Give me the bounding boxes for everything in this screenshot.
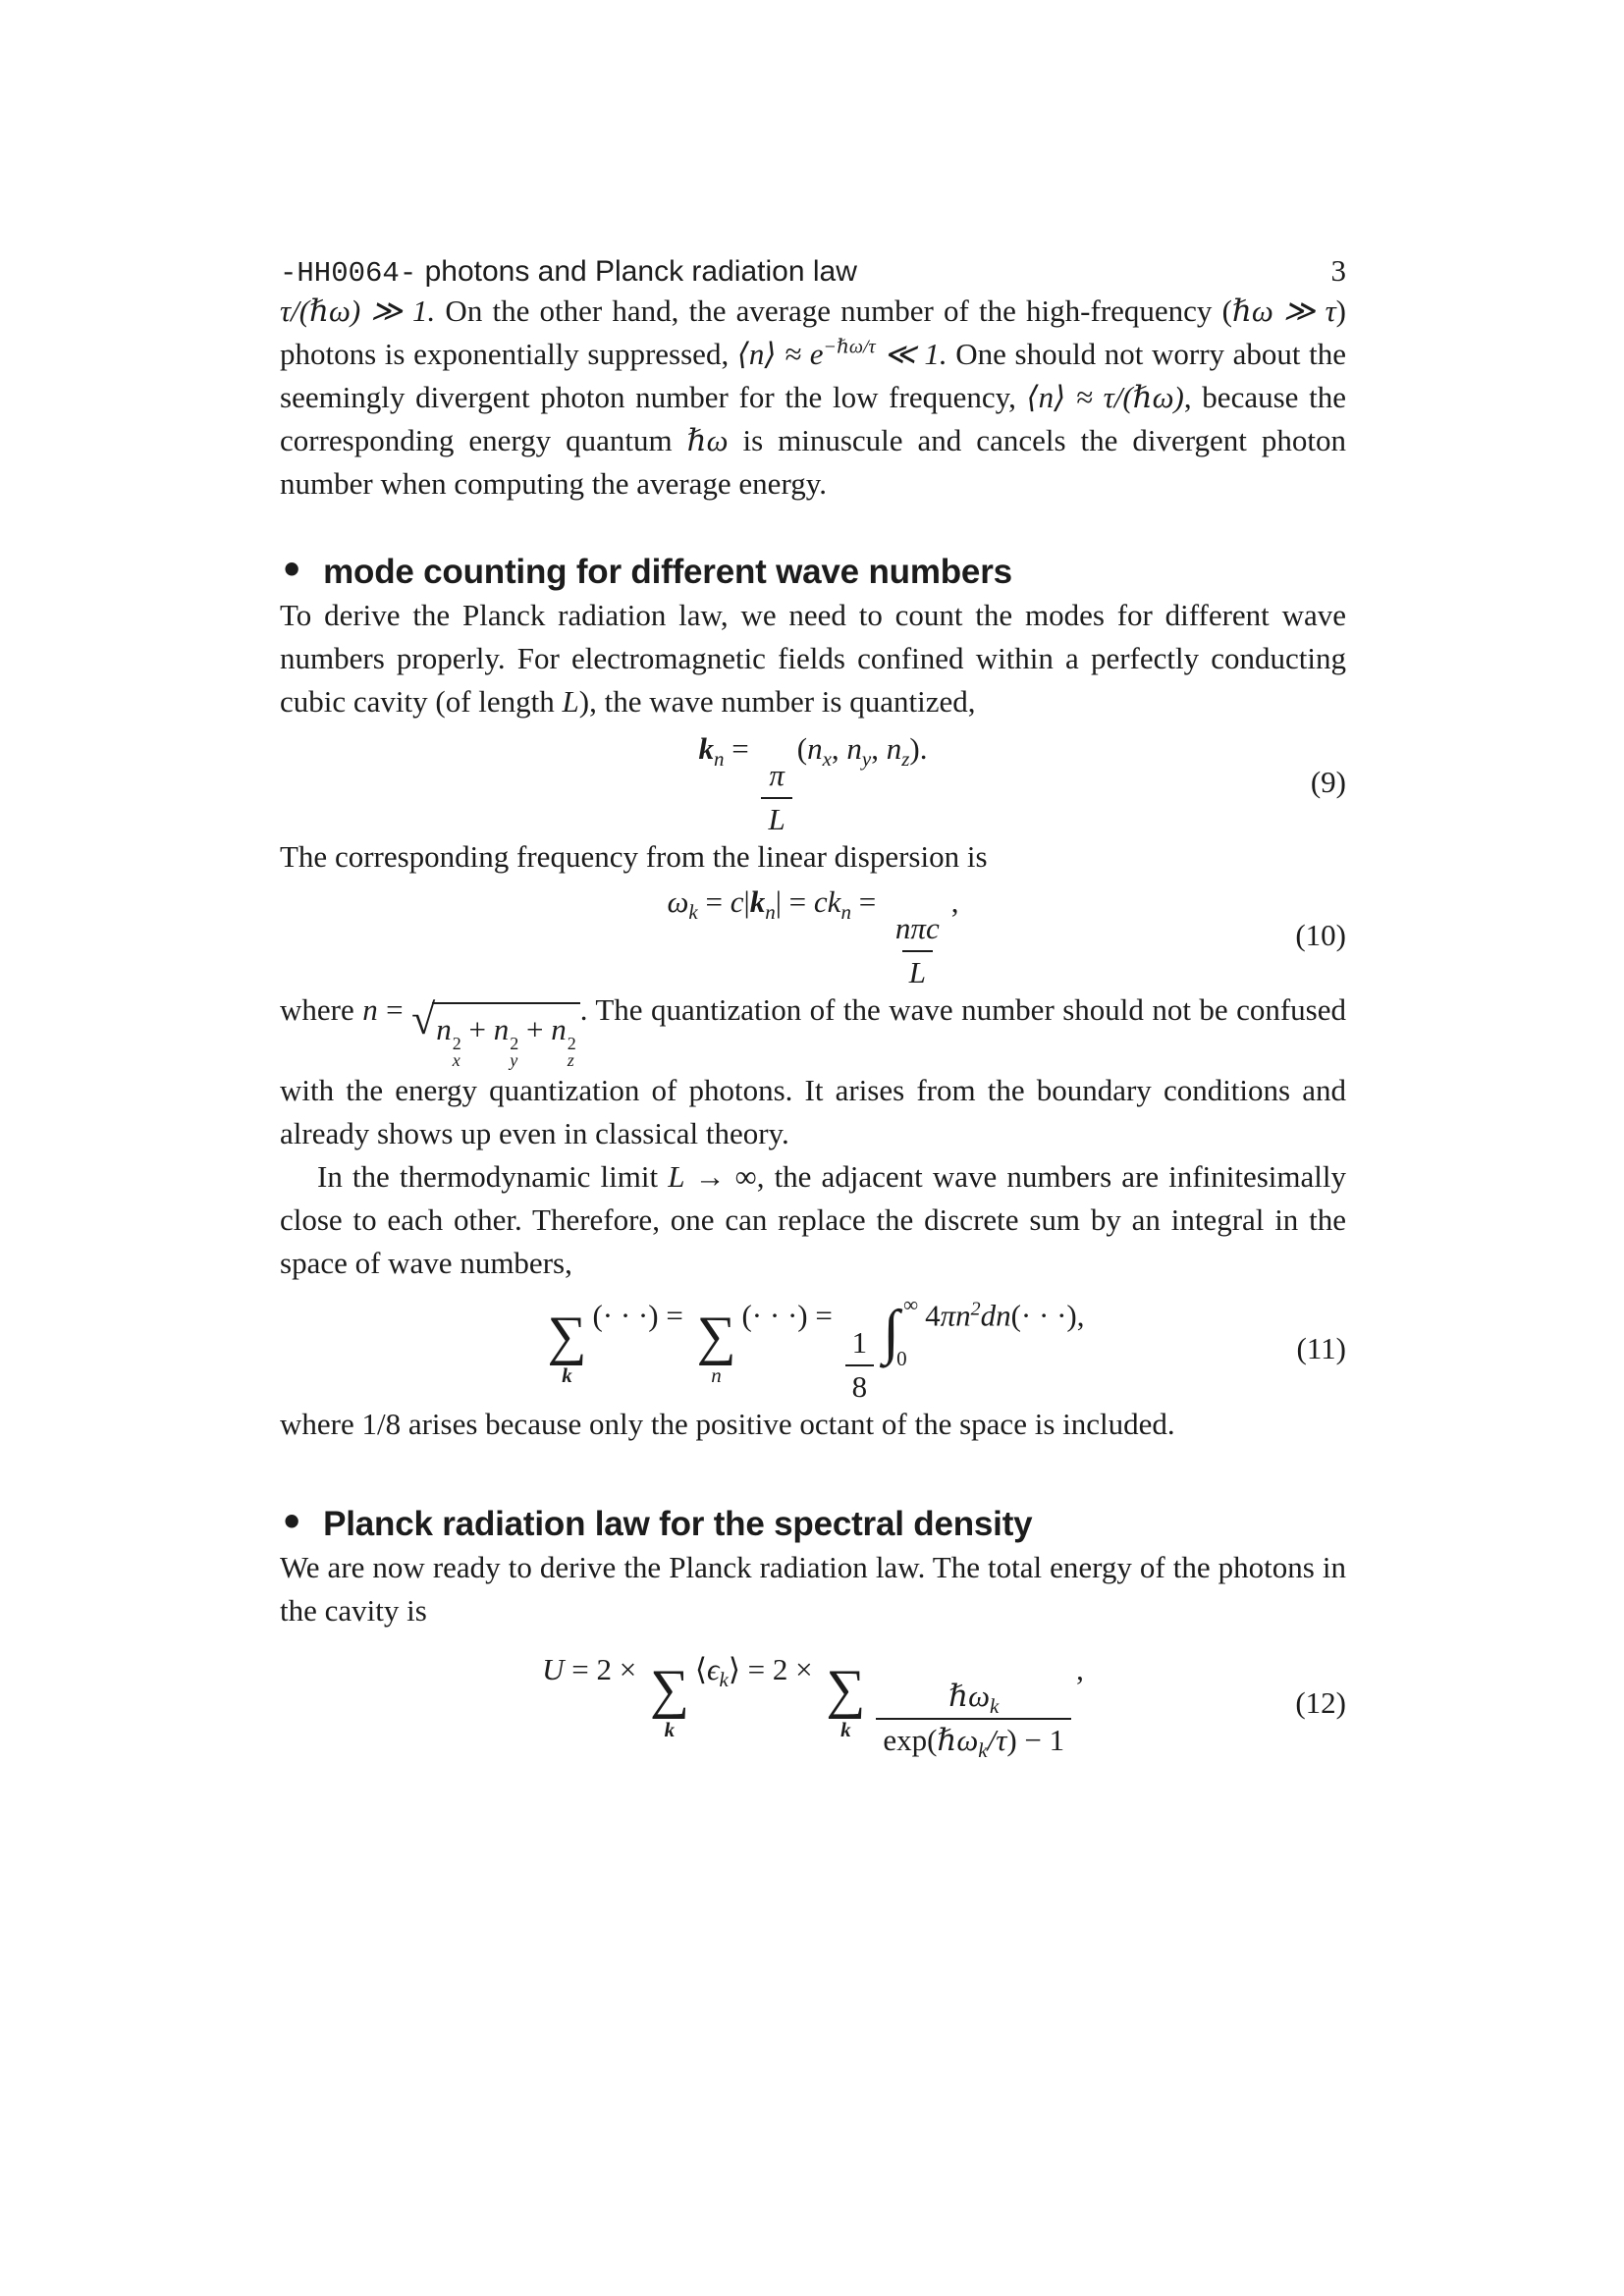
math-text: , (871, 731, 887, 766)
equation-12 (280, 1650, 1346, 1762)
math-sum (696, 1306, 736, 1388)
sqrt-icon: √ (411, 995, 436, 1044)
math-bold-var: k (749, 884, 766, 920)
math-var: n (551, 1012, 567, 1047)
equation-10-number: (10) (1295, 918, 1346, 953)
math-text: ⟩ = 2 × (728, 1652, 821, 1687)
math-text: (· · ·) = (592, 1299, 691, 1334)
math-var: ≪ 1. (875, 337, 947, 371)
math-var: /τ (987, 1722, 1007, 1757)
math-var: ℏω ≫ τ (1231, 294, 1336, 328)
paragraph-quantization-note (280, 988, 1346, 1155)
math-text: (· · ·) = (741, 1299, 840, 1334)
math-ilims (896, 1293, 919, 1371)
math-text: → ∞, the adjacent wave numbers are infinitesimally close to each other. Therefore, one can replace the discrete sum by an integral in the space of wave numbers, (280, 1159, 1346, 1281)
equation-10 (280, 882, 1346, 988)
math-fraction (761, 760, 791, 835)
math-sqrt (411, 995, 580, 1071)
math-var: ℏω (686, 423, 729, 457)
math-var: n (362, 992, 378, 1028)
text-column (280, 0, 1347, 1762)
math-text: = 2 × (564, 1652, 644, 1687)
section-title: Planck radiation law for the spectral density (323, 1505, 1033, 1544)
math-text: is minuscule and cancels the divergent photon number when computing the average energy. (280, 423, 1346, 501)
math-text: . The quantization of the wave number should not be confused with the energy quantization of photons. It arises from the boundary conditions and already shows up even in classical theory. (280, 992, 1346, 1151)
sum-icon: ∑ (826, 1659, 866, 1721)
section-heading-planck-law (280, 1503, 1346, 1546)
math-sumb (711, 1365, 722, 1386)
sum-icon: ∑ (547, 1306, 587, 1367)
math-var: dn (980, 1299, 1011, 1334)
math-var: τ/(ℏω) ≫ 1. (280, 294, 436, 328)
math-integral (883, 1293, 919, 1371)
math-bold-var: k (664, 1717, 676, 1741)
math-var: n (436, 1012, 452, 1047)
math-sum (649, 1659, 689, 1741)
math-text: ) − 1 (1006, 1722, 1065, 1757)
math-bold-var: k (840, 1717, 851, 1741)
math-var: n (493, 1012, 510, 1047)
math-text: + (518, 1012, 552, 1047)
math-ihi: ∞ (903, 1293, 919, 1317)
math-var: n (711, 1363, 722, 1388)
math-rdc (432, 1002, 579, 1069)
sum-icon: ∑ (649, 1659, 689, 1721)
math-sum (826, 1659, 866, 1741)
equation-11-number: (11) (1296, 1331, 1346, 1366)
math-text: ). (909, 731, 928, 766)
math-supsub (510, 1036, 518, 1069)
math-mss-sub: x (452, 1050, 460, 1071)
math-fden (761, 797, 791, 836)
math-mss-sup: 2 (452, 1034, 461, 1054)
bullet-icon: • (280, 1501, 304, 1545)
math-text: 4 (925, 1299, 941, 1334)
sum-icon: ∑ (696, 1306, 736, 1367)
math-text: exp( (883, 1722, 938, 1757)
bullet-icon: • (280, 549, 304, 592)
equation-9 (280, 729, 1346, 835)
math-bold-var: k (698, 731, 714, 766)
math-var: n (807, 731, 823, 766)
integral-icon: ∫ (883, 1299, 900, 1366)
math-var: c (730, 884, 744, 920)
math-var: ⟨n⟩ ≈ τ/(ℏω) (1026, 380, 1184, 414)
math-text: = (724, 731, 757, 766)
math-var: L (908, 954, 926, 989)
paragraph-corresponding-frequency (280, 835, 1346, 879)
math-text: We are now ready to derive the Planck radiation law. The total energy of the photons in the cavity is (280, 1550, 1346, 1629)
math-sumb (664, 1717, 676, 1741)
math-fden (845, 1364, 875, 1404)
math-var: πn (940, 1299, 971, 1334)
math-text: ( (796, 731, 808, 766)
math-text: where 1/8 arises because only the positive octant of the space is included. (280, 1407, 1175, 1442)
math-fden (902, 950, 933, 989)
equation-11-math: ∑ k (· · ·) = ∑ n (· · ·) = $\frac{1}{8}$ ∫ ∞ 0 $4\pi n^2dn(\cdot$ · ·), (547, 1293, 1085, 1404)
math-fraction (876, 1679, 1071, 1762)
math-var: L (768, 801, 785, 836)
math-text: + (460, 1012, 494, 1047)
math-text: The corresponding frequency from the linear dispersion is (280, 839, 988, 875)
math-text: , (950, 884, 959, 920)
math-text: On the other hand, the average number of the high-frequency ( (435, 294, 1232, 328)
math-fnum: ℏω$_k$ (948, 1679, 1000, 1719)
math-text: In the thermodynamic limit (317, 1159, 669, 1195)
math-text: (· · ·), (1010, 1299, 1085, 1334)
equation-12-math: U = 2 × ∑ k $⟨\epsilon_k⟩ = 2$ × ∑ k ℏω$_k$ exp(ℏω$_k$/τ) − 1 , (542, 1652, 1084, 1762)
equation-9-number: (9) (1310, 765, 1346, 800)
math-var: ϵ (707, 1652, 720, 1687)
math-text: ) photons is exponentially suppressed, (280, 294, 1346, 371)
running-title (280, 255, 857, 290)
math-var: ⟨n⟩ ≈ e (736, 337, 824, 371)
section-title: mode counting for different wave numbers (323, 553, 1012, 591)
math-var: π (769, 758, 785, 792)
math-mss-sub: z (567, 1050, 574, 1071)
math-sumb (562, 1365, 572, 1386)
math-var: ck (813, 884, 841, 920)
math-text: | (743, 884, 750, 920)
math-text: , (831, 731, 847, 766)
math-text: 8 (851, 1368, 868, 1404)
math-var: n (846, 731, 862, 766)
math-sumb (840, 1717, 851, 1741)
math-var: ω (667, 884, 689, 920)
paragraph-thermodynamic-limit (280, 1155, 1346, 1285)
math-text: where (280, 992, 363, 1028)
paragraph-average-number: τ/(ℏω) ≫ 1. On the other hand, the average number of the high-frequency (ℏω ≫ τ) photons is exponentially suppressed, ⟨n⟩ ≈ $e^{-\hbar\omega/\tau}$ ≪ 1. One should not worry about the seemingly divergent photon number for the low frequency, ⟨n⟩ ≈ τ/(ℏω), because the corresponding energy quantum ℏω is minuscule and cancels the divergent photon number when computing the average energy. (280, 294, 1347, 501)
math-text: , because the corresponding energy quantum (280, 380, 1346, 457)
math-var: L (668, 1159, 685, 1195)
math-fraction (889, 913, 947, 988)
equation-9-math: $k_n$ = $\frac{\pi}{L}$ ($n_x$, $n_y$, $n_z$). (698, 731, 928, 836)
equation-12-number: (12) (1295, 1685, 1346, 1721)
math-text: ), the wave number is quantized, (578, 684, 976, 719)
equation-11 (280, 1295, 1346, 1403)
math-fnum (762, 760, 791, 797)
running-title-text: photons and Planck radiation law (416, 255, 857, 288)
math-text: ⟨ (694, 1652, 707, 1687)
math-mss-sub: y (510, 1050, 518, 1071)
math-text: One should not worry about the seemingly divergent photon number for the low frequency, (280, 337, 1347, 414)
page-number: 3 (1330, 253, 1346, 288)
math-fnum (889, 913, 947, 950)
math-text: , (1076, 1652, 1084, 1687)
math-var: nπc (894, 911, 940, 946)
math-var: ℏω (937, 1722, 979, 1757)
math-sum (547, 1306, 587, 1388)
math-fraction (845, 1327, 875, 1403)
math-ilo: 0 (896, 1347, 907, 1371)
math-text: To derive the Planck radiation law, we need to count the modes for different wave numbers properly. For electromagnetic fields confined within a perfectly conducting cubic cavity (of length (280, 598, 1346, 719)
math-supsub (568, 1036, 576, 1069)
math-bold-var: k (562, 1363, 572, 1388)
math-text: = (377, 992, 412, 1028)
math-var: U (542, 1652, 565, 1687)
math-text: | = (775, 884, 814, 920)
course-code: -HH0064- (280, 257, 417, 290)
math-text: 1 (851, 1325, 868, 1361)
math-mss-sup: 2 (510, 1034, 519, 1054)
math-text: = (850, 884, 884, 920)
math-var: n (886, 731, 902, 766)
math-mss-sup: 2 (567, 1034, 576, 1054)
section-heading-mode-counting (280, 551, 1346, 594)
equation-10-math: $\omega_k = c|k_n| = ck_n$ = nπc L , (667, 884, 959, 989)
math-fden: exp(ℏω$_k$/τ) − 1 (876, 1718, 1071, 1757)
math-var: L (562, 684, 579, 719)
math-text: = (697, 884, 731, 920)
paragraph-octant-note (280, 1403, 1346, 1446)
paragraph-derive-law (280, 594, 1346, 723)
math-var: ℏω (948, 1679, 990, 1714)
page-header (280, 253, 1346, 290)
math-fnum (845, 1327, 875, 1364)
paragraph-total-energy (280, 1546, 1346, 1632)
math-supsub (453, 1036, 461, 1069)
